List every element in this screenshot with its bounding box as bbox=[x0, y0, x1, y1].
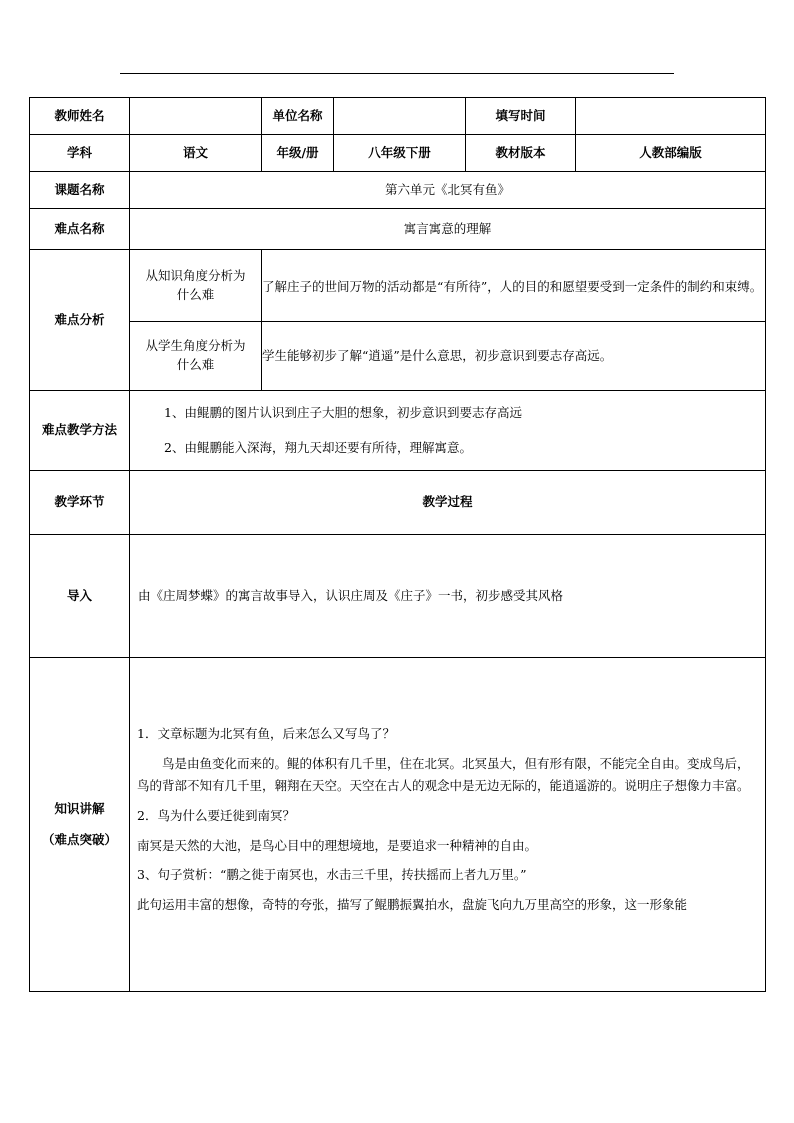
subject-value: 语文 bbox=[130, 135, 262, 172]
method-item: 2、由鲲鹏能入深海，翔九天却还要有所待，理解寓意。 bbox=[164, 439, 472, 455]
analysis-label: 难点分析 bbox=[30, 250, 130, 391]
teacher-name-label: 教师姓名 bbox=[30, 98, 130, 135]
analysis-row-student bbox=[30, 322, 766, 391]
intro-label: 导入 bbox=[30, 535, 130, 658]
grade-label: 年级/册 bbox=[262, 135, 334, 172]
grade-value: 八年级下册 bbox=[334, 135, 466, 172]
topic-row bbox=[30, 172, 766, 209]
knowledge-question-3: 3、句子赏析：“鹏之徙于南冥也，水击三千里，抟扶摇而上者九万里。” bbox=[137, 867, 527, 883]
knowledge-answer-1: 鸟是由鱼变化而来的。鲲的体积有几千里，住在北冥。北冥虽大，但有形有限，不能完全自由。变成鸟后，鸟的背部不知有几千里，翱翔在天空。天空在古人的观念中是无边无际的，能逍遥游的。说明庄子想像力丰富。 bbox=[137, 755, 750, 793]
knowledge-label-cell bbox=[30, 658, 130, 992]
header-rule bbox=[120, 73, 674, 74]
edition-value: 人教部编版 bbox=[576, 135, 766, 172]
process-header-value: 教学过程 bbox=[130, 471, 766, 535]
difficulty-row bbox=[30, 209, 766, 250]
intro-row bbox=[30, 535, 766, 658]
knowledge-angle-text: 了解庄子的世间万物的活动都是“有所待”，人的目的和愿望要受到一定条件的制约和束缚。 bbox=[262, 250, 766, 322]
info-row-2 bbox=[30, 135, 766, 172]
student-angle-label: 从学生角度分析为什么难 bbox=[130, 322, 262, 391]
intro-text: 由《庄周梦蝶》的寓言故事导入，认识庄周及《庄子》一书，初步感受其风格 bbox=[130, 535, 766, 658]
knowledge-answer-3: 此句运用丰富的想像，奇特的夸张，描写了鲲鹏振翼拍水，盘旋飞向九万里高空的形象，这一形象能 bbox=[137, 897, 688, 913]
knowledge-question-2: 2．鸟为什么要迁徙到南冥？ bbox=[137, 807, 295, 823]
teacher-name-value bbox=[130, 98, 262, 135]
knowledge-sublabel: （难点突破） bbox=[41, 831, 117, 847]
fill-date-label: 填写时间 bbox=[466, 98, 576, 135]
method-item: 1、由鲲鹏的图片认识到庄子大胆的想象，初步意识到要志存高远 bbox=[164, 404, 522, 420]
knowledge-row bbox=[30, 658, 766, 992]
knowledge-content bbox=[130, 658, 766, 992]
knowledge-answer-2: 南冥是天然的大池，是鸟心目中的理想境地，是要追求一种精神的自由。 bbox=[137, 837, 538, 853]
difficulty-label: 难点名称 bbox=[30, 209, 130, 250]
difficulty-value: 寓言寓意的理解 bbox=[130, 209, 766, 250]
method-row bbox=[30, 391, 766, 471]
process-header-row bbox=[30, 471, 766, 535]
topic-label: 课题名称 bbox=[30, 172, 130, 209]
lesson-plan-table bbox=[29, 97, 766, 992]
analysis-row-knowledge bbox=[30, 250, 766, 322]
student-angle-text: 学生能够初步了解“逍遥”是什么意思，初步意识到要志存高远。 bbox=[262, 322, 766, 391]
knowledge-angle-label: 从知识角度分析为什么难 bbox=[130, 250, 262, 322]
edition-label: 教材版本 bbox=[466, 135, 576, 172]
unit-name-label: 单位名称 bbox=[262, 98, 334, 135]
info-row-1 bbox=[30, 98, 766, 135]
fill-date-value bbox=[576, 98, 766, 135]
subject-label: 学科 bbox=[30, 135, 130, 172]
method-label: 难点教学方法 bbox=[30, 391, 130, 471]
process-step-label: 教学环节 bbox=[30, 471, 130, 535]
knowledge-question-1: 1．文章标题为北冥有鱼，后来怎么又写鸟了？ bbox=[137, 726, 395, 741]
knowledge-label: 知识讲解 bbox=[54, 800, 105, 816]
unit-name-value bbox=[334, 98, 466, 135]
method-content bbox=[130, 391, 766, 471]
topic-value: 第六单元《北冥有鱼》 bbox=[130, 172, 766, 209]
